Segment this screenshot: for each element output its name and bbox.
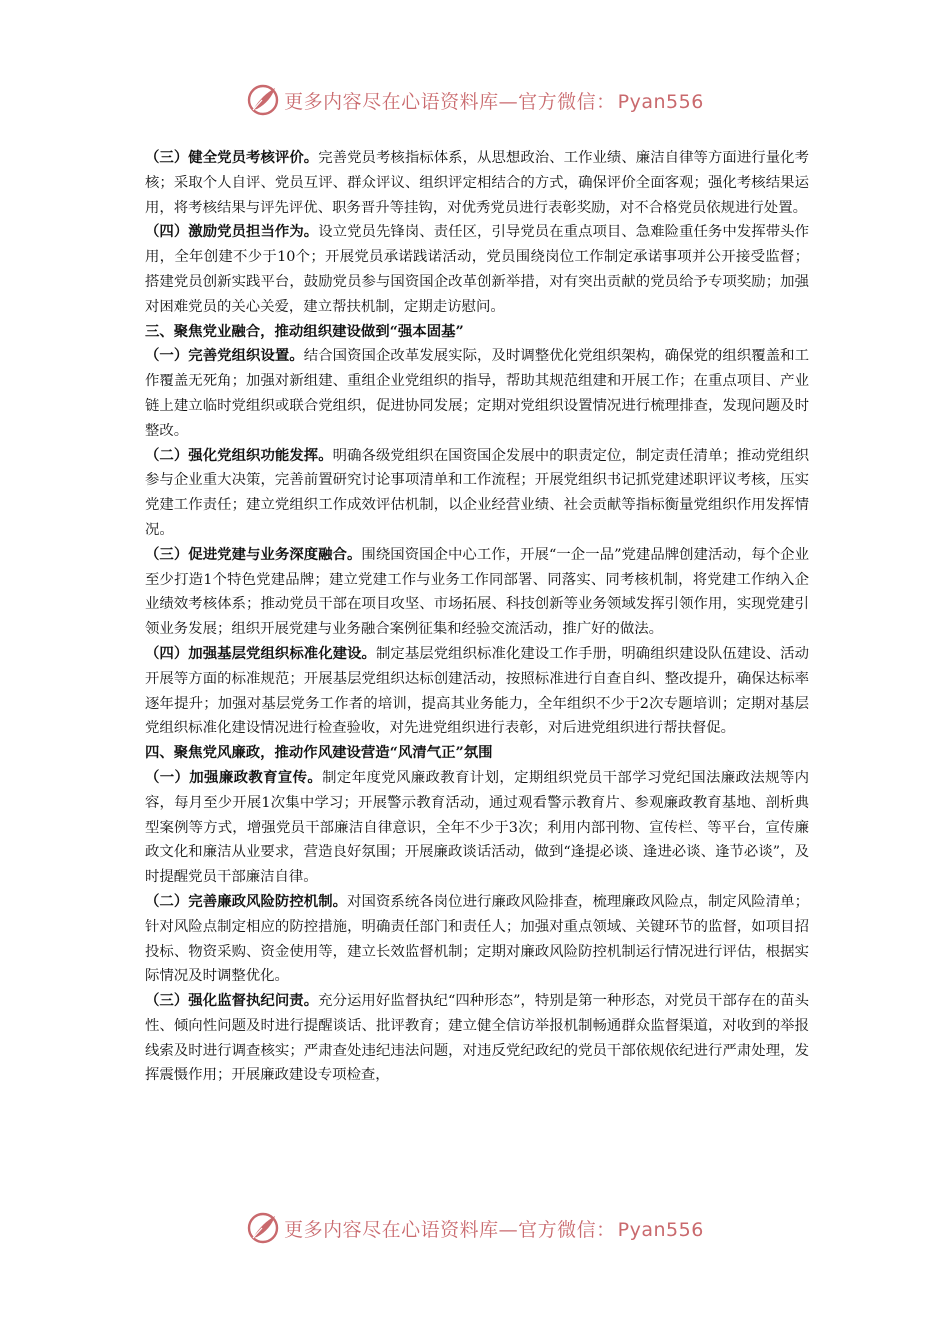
banner-text: 更多内容尽在心语资料库—官方微信： Pyan556 [284, 90, 704, 113]
section-heading: 四、聚焦党风廉政，推动作风建设营造“风清气正”氛围 [145, 744, 493, 762]
header-banner [0, 80, 950, 120]
paragraph: （三）促进党建与业务深度融合。围绕国资国企中心工作，开展“一企一品”党建品牌创建活动，每个企业至少打造1个特色党建品牌；建立党建工作与业务工作同部署、同落实、同考核机制，将党建工作纳入企业绩效考核体系；推动党员干部在项目攻坚、市场拓展、科技创新等业务领域发挥引领作用，实现党建引领业务发展；组织开展党建与业务融合案例征集和经验交流活动，推广好的做法。 [145, 545, 809, 638]
footer-banner [0, 1208, 950, 1248]
paragraph: （四）激励党员担当作为。设立党员先锋岗、责任区，引导党员在重点项目、急难险重任务中发挥带头作用，全年创建不少于10个；开展党员承诺践诺活动，党员围绕岗位工作制定承诺事项并公开接受监督；搭建党员创新实践平台，鼓励党员参与国资国企改革创新举措，对有突出贡献的党员给予专项奖励；加强对困难党员的关心关爱，建立帮扶机制，定期走访慰问。 [145, 223, 809, 315]
feather-pen-icon [246, 83, 280, 117]
document-body [145, 146, 809, 1088]
paragraph: （一）完善党组织设置。结合国资国企改革发展实际，及时调整优化党组织架构，确保党的组织覆盖和工作覆盖无死角；加强对新组建、重组企业党组织的指导，帮助其规范组建和开展工作；在重点项目、产业链上建立临时党组织或联合党组织，促进协同发展；定期对党组织设置情况进行梳理排查，发现问题及时整改。 [145, 347, 809, 439]
paragraph: （三）强化监督执纪问责。充分运用好监督执纪“四种形态”，特别是第一种形态，对党员干部存在的苗头性、倾向性问题及时进行提醒谈话、批评教育；建立健全信访举报机制畅通群众监督渠道，对收到的举报线索及时进行调查核实；严肃查处违纪违法问题，对违反党纪政纪的党员干部依规依纪进行严肃处理，发挥震慑作用；开展廉政建设专项检查， [145, 992, 809, 1084]
feather-pen-icon [246, 1211, 280, 1245]
paragraph: （二）完善廉政风险防控机制。对国资系统各岗位进行廉政风险排查，梳理廉政风险点，制定风险清单；针对风险点制定相应的防控措施，明确责任部门和责任人；加强对重点领域、关键环节的监督，如项目招投标、物资采购、资金使用等，建立长效监督机制；定期对廉政风险防控机制运行情况进行评估，根据实际情况及时调整优化。 [145, 892, 809, 985]
paragraph: （三）健全党员考核评价。完善党员考核指标体系，从思想政治、工作业绩、廉洁自律等方面进行量化考核；采取个人自评、党员互评、群众评议、组织评定相结合的方式，确保评价全面客观；强化考核结果运用，将考核结果与评先评优、职务晋升等挂钩，对优秀党员进行表彰奖励，对不合格党员依规进行处置。 [145, 149, 809, 216]
section-heading: 三、聚焦党业融合，推动组织建设做到“强本固基” [145, 322, 464, 340]
paragraph: （一）加强廉政教育宣传。制定年度党风廉政教育计划，定期组织党员干部学习党纪国法廉政法规等内容，每月至少开展1次集中学习；开展警示教育活动，通过观看警示教育片、参观廉政教育基地、剖析典型案例等方式，增强党员干部廉洁自律意识，全年不少于3次；利用内部刊物、宣传栏、等平台，宣传廉政文化和廉洁从业要求，营造良好氛围；开展廉政谈话活动，做到“逢提必谈、逢进必谈、逢节必谈”，及时提醒党员干部廉洁自律。 [145, 768, 809, 886]
paragraph: （四）加强基层党组织标准化建设。制定基层党组织标准化建设工作手册，明确组织建设队伍建设、活动开展等方面的标准规范；开展基层党组织达标创建活动，按照标准进行自查自纠、整改提升，确保达标率逐年提升；加强对基层党务工作者的培训，提高其业务能力，全年组织不少于2次专题培训；定期对基层党组织标准化建设情况进行检查验收，对先进党组织进行表彰，对后进党组织进行帮扶督促。 [145, 644, 809, 737]
banner-text: 更多内容尽在心语资料库—官方微信： Pyan556 [284, 1218, 704, 1241]
paragraph: （二）强化党组织功能发挥。明确各级党组织在国资国企发展中的职责定位，制定责任清单；推动党组织参与企业重大决策，完善前置研究讨论事项清单和工作流程；开展党组织书记抓党建述职评议考核，压实党建工作责任；建立党组织工作成效评估机制，以企业经营业绩、社会贡献等指标衡量党组织作用发挥情况。 [145, 446, 809, 538]
